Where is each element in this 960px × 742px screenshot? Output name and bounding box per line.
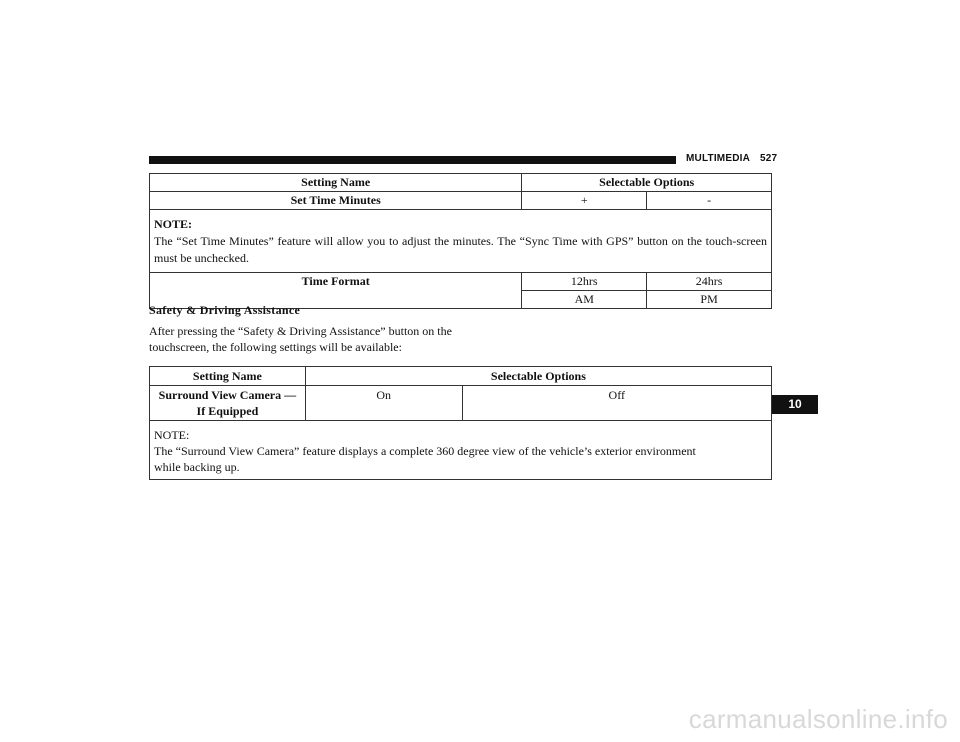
option-12hrs: 12hrs <box>522 273 647 291</box>
column-header-setting-name: Setting Name <box>150 174 522 192</box>
option-off: Off <box>462 386 771 421</box>
column-header-selectable-options: Selectable Options <box>522 174 772 192</box>
section-body: After pressing the “Safety & Driving Assistance” button on the touchscreen, the following settings will be available: <box>149 324 452 354</box>
setting-name-set-time-minutes: Set Time Minutes <box>150 192 522 210</box>
page-number: 527 <box>760 153 778 164</box>
setting-name-surround-view-camera <box>150 386 306 421</box>
header-rule <box>149 156 676 164</box>
note-surround-view-camera <box>150 421 772 480</box>
note-label: NOTE: <box>154 217 193 231</box>
option-am: AM <box>522 291 647 309</box>
column-header-selectable-options: Selectable Options <box>305 367 771 386</box>
option-plus: + <box>522 192 647 210</box>
chapter-tab: 10 <box>772 395 818 414</box>
option-24hrs: 24hrs <box>647 273 772 291</box>
setting-name-line2: If Equipped <box>196 404 259 418</box>
setting-name-time-format: Time Format <box>150 273 522 309</box>
note-text: The “Set Time Minutes” feature will allow you to adjust the minutes. The “Sync Time with GPS” button on the touch-screen must be unchecked. <box>154 234 767 265</box>
option-minus: - <box>647 192 772 210</box>
safety-settings-table <box>149 366 772 480</box>
watermark: carmanualsonline.info <box>688 704 948 734</box>
time-settings-table <box>149 173 772 309</box>
note-text-line2: while backing up. <box>154 460 240 474</box>
column-header-setting-name: Setting Name <box>150 367 306 386</box>
note-set-time-minutes <box>150 210 772 273</box>
section-title: Safety & Driving Assistance <box>149 303 301 317</box>
note-text-line1: The “Surround View Camera” feature displays a complete 360 degree view of the vehicle’s exterior environment <box>154 444 696 458</box>
note-label: NOTE: <box>154 428 190 442</box>
option-pm: PM <box>647 291 772 309</box>
setting-name-line1: Surround View Camera — <box>158 388 297 402</box>
running-header <box>686 153 777 164</box>
header-section: MULTIMEDIA <box>686 153 751 164</box>
option-on: On <box>305 386 462 421</box>
